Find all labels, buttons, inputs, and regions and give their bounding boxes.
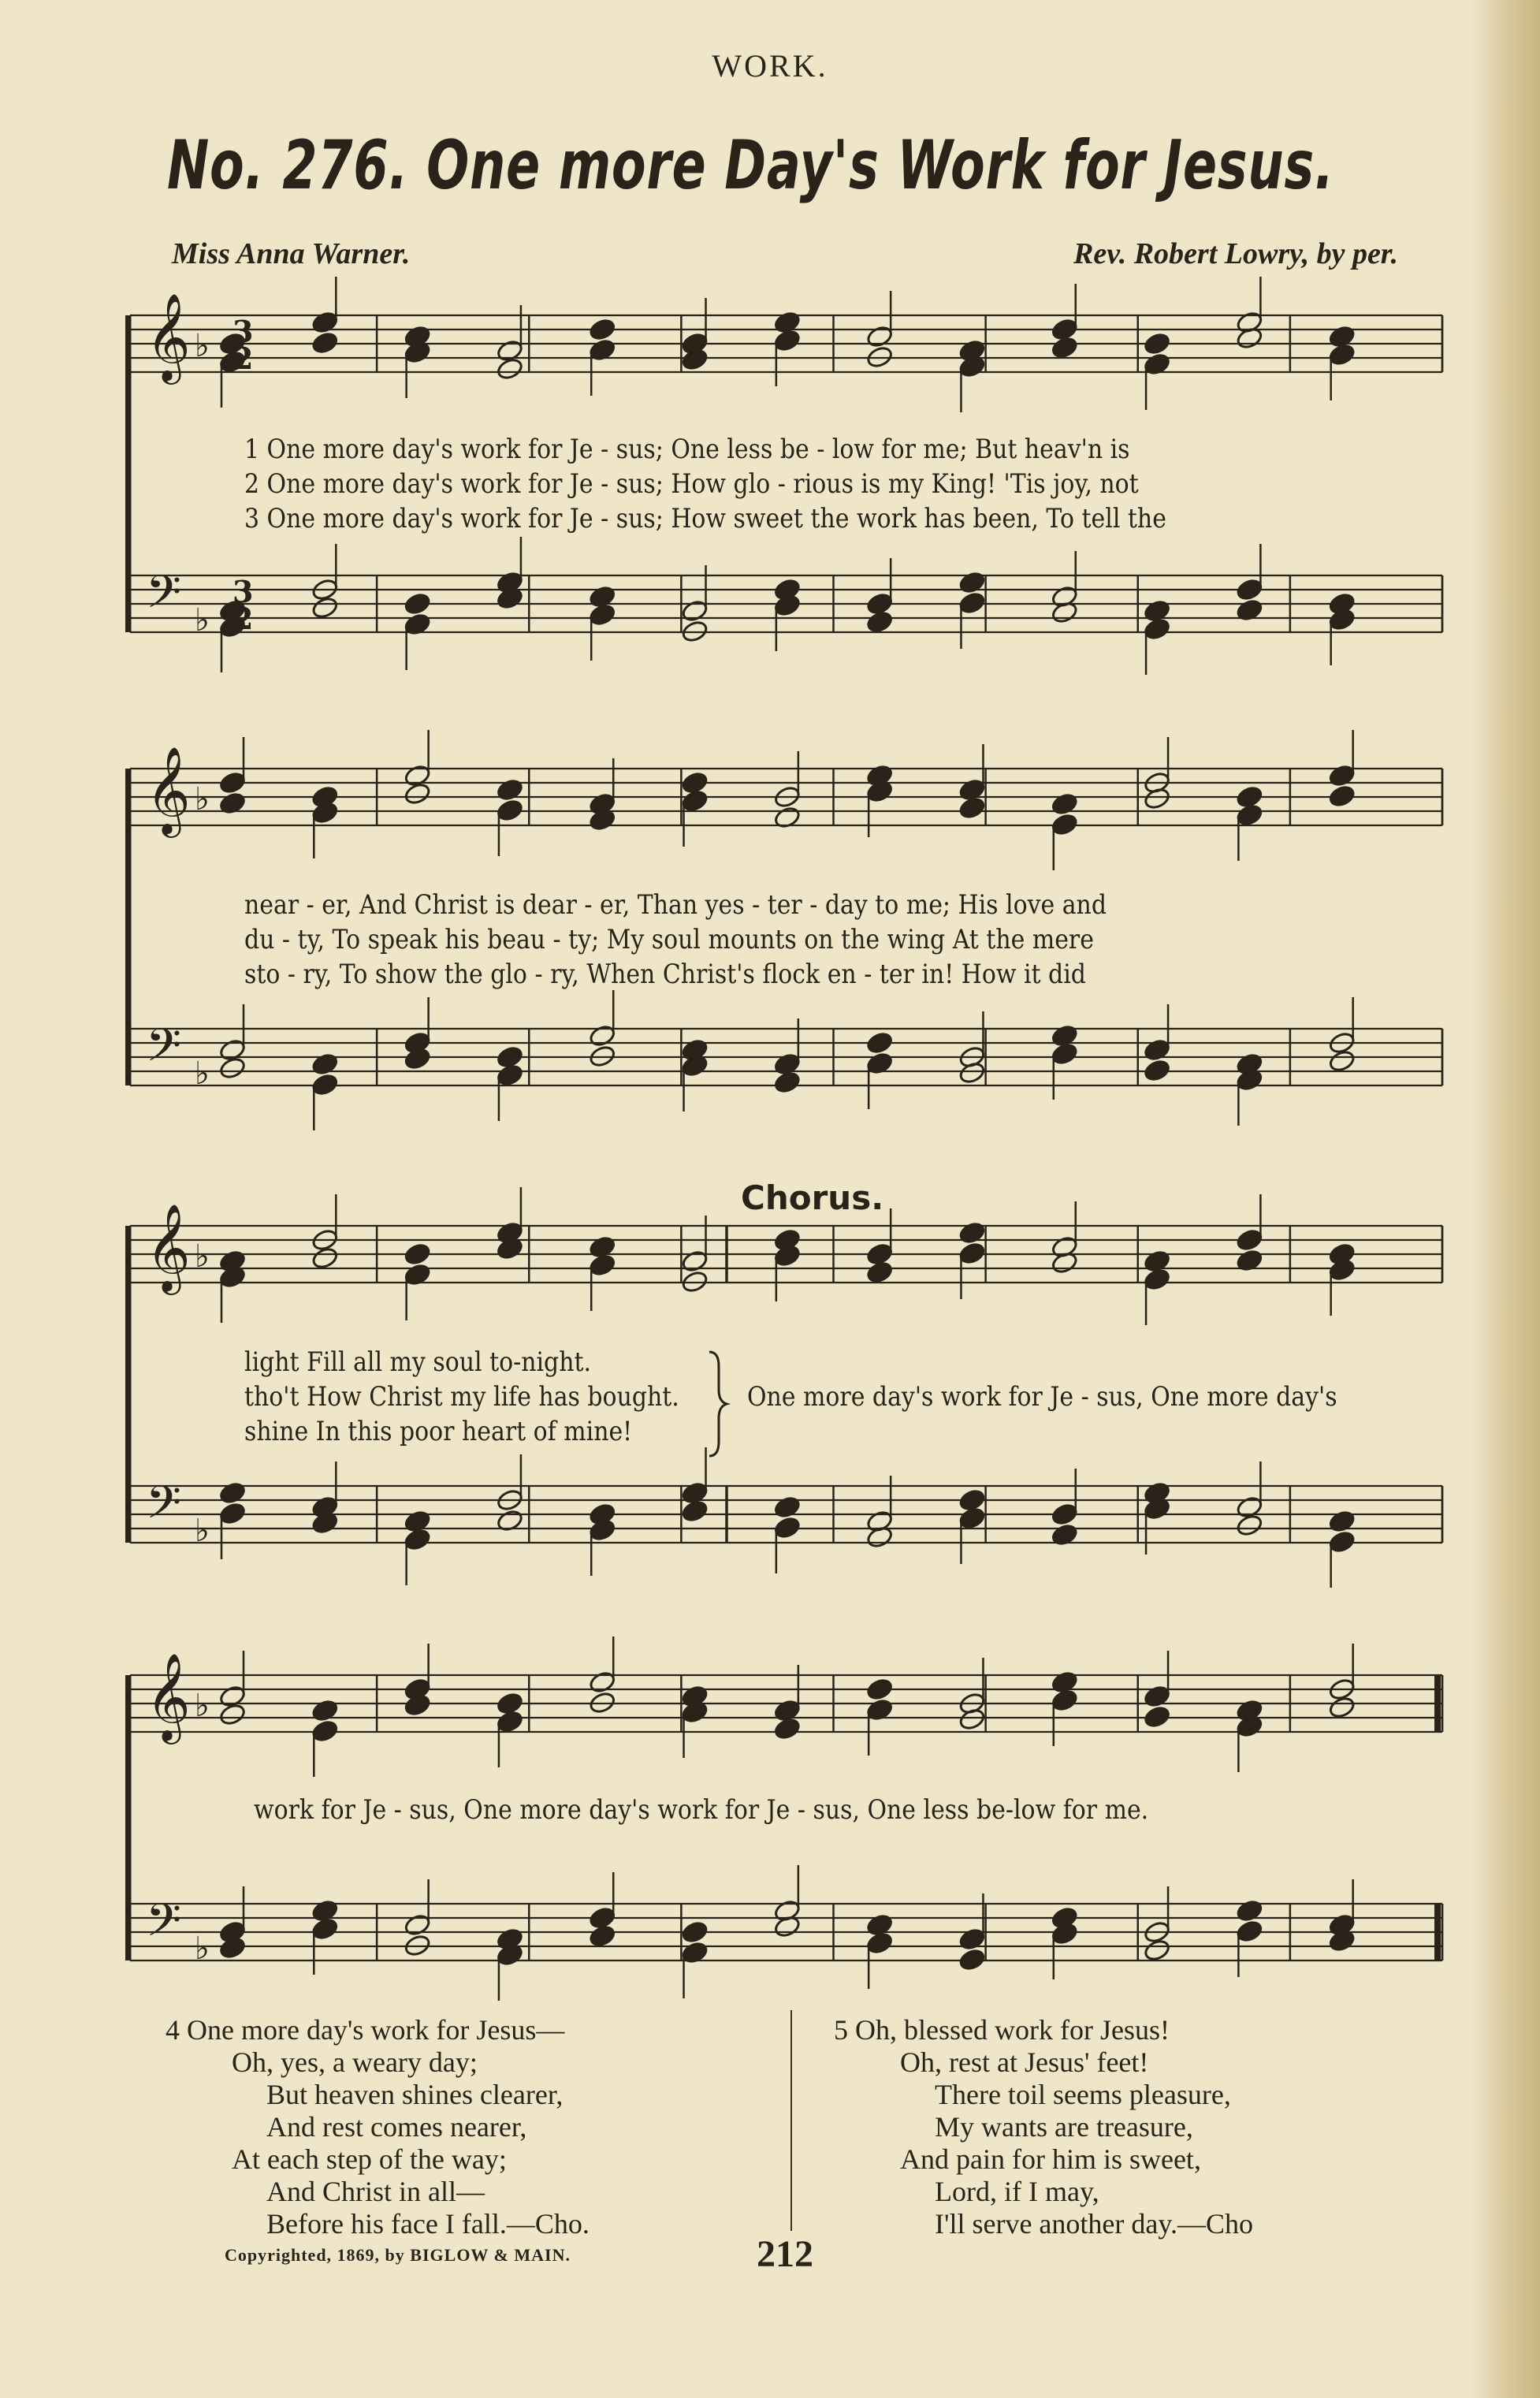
system-2-bass-notehead [218,1038,247,1063]
system-3-bass-notehead [218,1502,247,1526]
system-2-treble-notehead [1328,784,1356,809]
system-2-treble-notehead [1236,803,1264,828]
system-3-treble-notehead [958,1242,987,1266]
system-4-bass-notehead [681,1920,709,1945]
system-4-bass-notehead [588,1924,616,1949]
system-2-bass-notehead [496,1063,524,1088]
system-1-bass-notehead [958,591,987,616]
system-3-treble-notehead [1143,1249,1171,1274]
system-3-bass-clef: 𝄢 [146,1476,182,1540]
system-4-bass-notehead [404,1913,432,1938]
system-2-treble-notehead [1328,764,1356,788]
hymn-title: No. 276. One more Day's Work for Jesus. [167,126,1334,205]
lyricist-credit: Miss Anna Warner. [172,237,411,270]
system-2-bass-notehead [773,1052,802,1077]
system-4-bass-notehead [865,1931,894,1956]
system-1-verse-2: 2 One more day's work for Je - sus; How glo - rious is my King! 'Tis joy, not [244,468,1139,500]
system-2-bass-notehead [1143,1038,1171,1063]
system-3-treble-clef: 𝄞 [146,1203,191,1291]
time-signature-treble: 3 [232,314,254,349]
stanza-5-line: And pain for him is sweet, [900,2143,1201,2175]
system-4-bass-clef-flat: ♭ [195,1931,210,1967]
system-2-bass-notehead [588,1024,616,1048]
system-1-bass-notehead [681,599,709,624]
system-1-treble-notehead [1328,343,1356,367]
system-2-treble-notehead [1236,785,1264,810]
system-3-verse-2: tho't How Christ my life has bought. [244,1381,679,1413]
stanza-5-line: There toil seems pleasure, [935,2079,1231,2110]
system-3-bass-notehead [1328,1510,1356,1534]
system-4-treble-notehead [218,1685,247,1709]
system-2-verse-3: sto - ry, To show the glo - ry, When Christ's flock en - ter in! How it did [244,959,1086,990]
system-1-bass-clef-flat: ♭ [195,602,210,639]
system-1-bass-notehead [588,603,616,627]
system-4-bass-notehead [588,1906,616,1931]
system-3-bass-notehead [404,1528,432,1552]
system-4-treble-notehead [218,1703,247,1727]
system-4-treble-notehead [773,1717,802,1741]
system-4-treble-notehead [1328,1696,1356,1720]
stanza-4-line: Before his face I fall.—Cho. [266,2208,590,2240]
system-4-treble-clef: 𝄞 [146,1652,191,1741]
system-3-bass-notehead [681,1481,709,1506]
verse-brace [709,1352,727,1456]
stanza-divider [790,2010,792,2231]
system-1-treble-notehead [588,318,616,342]
system-4-system-brace [125,1675,131,1960]
system-4-treble-notehead [1051,1670,1079,1695]
system-4-bass-notehead [1143,1938,1171,1963]
system-2-treble-clef-flat: ♭ [195,781,210,817]
system-4-treble-notehead [1143,1705,1171,1730]
stanza-4-line: 4 One more day's work for Jesus— [166,2014,565,2046]
stanza-5-line: Lord, if I may, [935,2176,1099,2207]
system-2-bass-notehead [1328,1049,1356,1074]
system-3-bass-notehead [773,1495,802,1520]
system-3-verse-1: light Fill all my soul to-night. [244,1346,592,1378]
final-barline [1434,1904,1441,1960]
system-3-bass-notehead [404,1510,432,1534]
system-2-bass-notehead [218,1056,247,1081]
system-1-bass-notehead [1236,578,1264,602]
stanza-4-line: At each step of the way; [232,2143,507,2175]
system-2-treble-notehead [496,778,524,802]
system-2-bass-notehead [1051,1042,1079,1067]
system-4-treble-clef-flat: ♭ [195,1688,210,1724]
system-3-bass-notehead [1328,1530,1356,1555]
system-2-bass-notehead [773,1071,802,1095]
system-1-bass-notehead [1143,617,1171,642]
system-3-bass-clef-flat: ♭ [195,1513,210,1549]
system-4-bass-notehead [865,1913,894,1938]
system-4-treble-notehead [865,1677,894,1702]
system-4-treble-notehead [311,1699,339,1723]
system-3-treble-notehead [588,1253,616,1278]
system-4-treble-notehead [311,1719,339,1744]
stanza-4-line: And Christ in all— [266,2176,485,2207]
stanza-5 [834,2014,1253,2240]
system-3-treble-notehead [958,1221,987,1246]
system-3-bass-notehead [1051,1502,1079,1527]
system-3-treble-notehead [681,1249,709,1274]
stanza-4-line: Oh, yes, a weary day; [232,2046,478,2078]
chorus-label: Chorus. [741,1179,884,1217]
system-4-lyric: work for Je - sus, One more day's work for Je - sus, One less be-low for me. [254,1794,1149,1826]
chorus-lyric-line: One more day's work for Je - sus, One more day's [747,1381,1337,1413]
system-2-treble-clef: 𝄞 [146,746,191,834]
time-signature-bass: 3 [232,574,254,609]
stanza-5-line: My wants are treasure, [935,2111,1193,2143]
system-1-treble-notehead [311,311,339,335]
section-heading: WORK. [712,48,828,84]
system-3-treble-clef-flat: ♭ [195,1238,210,1275]
system-1-bass-clef: 𝄢 [146,565,182,630]
system-2-treble-notehead [404,782,432,806]
system-4-bass-notehead [958,1948,987,1972]
system-2-treble-notehead [1051,792,1079,817]
system-2-verse-1: near - er, And Christ is dear - er, Than yes - ter - day to me; His love and [244,889,1107,921]
system-1-treble-notehead [773,329,802,353]
system-1-treble-notehead [773,311,802,335]
system-1-bass-notehead [311,596,339,620]
stanza-4-line: And rest comes nearer, [266,2111,527,2143]
system-2-treble-notehead [404,764,432,788]
system-2-treble-notehead [681,789,709,814]
system-1-treble-clef-flat: ♭ [195,328,210,364]
system-4-bass-notehead [958,1927,987,1952]
system-3-treble-notehead [311,1246,339,1271]
system-2-treble-notehead [1051,813,1079,837]
system-2-verse-2: du - ty, To speak his beau - ty; My soul mounts on the wing At the mere [244,924,1094,955]
system-1-treble-clef: 𝄞 [146,292,191,381]
system-4-treble-notehead [1051,1689,1079,1713]
system-1-bass-notehead [865,592,894,616]
system-1-treble-notehead [496,339,524,363]
system-1-bass-notehead [588,585,616,609]
system-4-treble-notehead [496,1692,524,1716]
system-4-bass-clef: 𝄢 [146,1893,182,1958]
system-4-bass-notehead [311,1899,339,1923]
system-2-bass-notehead [311,1052,339,1077]
system-3-bass-notehead [681,1499,709,1524]
stanza-5-line: Oh, rest at Jesus' feet! [900,2046,1149,2078]
system-1-bass-notehead [865,610,894,635]
system-4-bass-notehead [311,1917,339,1942]
system-2-treble-notehead [496,799,524,823]
system-3-verse-3: shine In this poor heart of mine! [244,1416,633,1447]
system-2-bass-notehead [865,1031,894,1056]
system-2-bass-clef: 𝄢 [146,1018,182,1083]
system-4-treble-notehead [773,1699,802,1723]
system-3-bass-notehead [773,1516,802,1540]
system-2-treble-notehead [218,771,247,795]
system-1-treble-notehead [1051,318,1079,342]
time-signature-bass: 2 [232,601,254,636]
system-1-treble-notehead [496,357,524,382]
system-1-treble-notehead [865,325,894,349]
system-3-bass-notehead [218,1481,247,1506]
system-2-treble-notehead [958,778,987,802]
system-1-treble-notehead [1051,336,1079,360]
page-number: 212 [757,2233,813,2275]
system-1-bass-notehead [1143,599,1171,624]
system-4-bass-notehead [1236,1920,1264,1944]
system-4-bass-notehead [1236,1899,1264,1923]
system-3-treble-notehead [1236,1228,1264,1253]
system-2-bass-notehead [496,1045,524,1070]
system-1-system-brace [125,315,131,632]
system-2-bass-clef-flat: ♭ [195,1056,210,1092]
stanza-4-line: But heaven shines clearer, [266,2079,564,2110]
system-3-treble-notehead [404,1242,432,1267]
system-4-treble-notehead [496,1710,524,1734]
system-2-bass-notehead [311,1073,339,1097]
system-2-bass-notehead [1143,1059,1171,1083]
system-3-system-brace [125,1226,131,1543]
stanza-4 [166,2014,590,2240]
system-1-treble-notehead [1143,332,1171,356]
system-1-treble-notehead [311,331,339,356]
system-3-treble-notehead [1143,1268,1171,1292]
system-1-treble-notehead [1328,325,1356,349]
system-3-bass-notehead [958,1506,987,1531]
system-3-bass-notehead [958,1488,987,1513]
composer-credit: Rev. Robert Lowry, by per. [1073,237,1398,270]
system-3-treble-notehead [588,1235,616,1260]
system-1-bass-notehead [404,592,432,616]
stanza-5-line: I'll serve another day.—Cho [935,2208,1254,2240]
system-1-verse-1: 1 One more day's work for Je - sus; One less be - low for me; But heav'n is [244,434,1130,465]
system-3-bass-notehead [1236,1495,1264,1520]
stanza-5-line: 5 Oh, blessed work for Jesus! [834,2014,1170,2046]
time-signature-treble: 2 [232,341,254,376]
system-4-treble-notehead [1143,1685,1171,1709]
system-2-treble-notehead [681,771,709,795]
system-3-treble-notehead [865,1242,894,1267]
final-barline [1434,1675,1441,1732]
system-2-system-brace [125,769,131,1085]
system-2-treble-notehead [958,796,987,821]
system-4-treble-notehead [588,1670,616,1695]
system-1-bass-notehead [958,571,987,595]
system-1-verse-3: 3 One more day's work for Je - sus; How sweet the work has been, To tell the [244,503,1166,534]
system-3-treble-notehead [865,1260,894,1285]
system-3-bass-notehead [1236,1514,1264,1538]
copyright-notice: Copyrighted, 1869, by BIGLOW & MAIN. [225,2245,571,2265]
system-2-bass-notehead [1051,1024,1079,1048]
